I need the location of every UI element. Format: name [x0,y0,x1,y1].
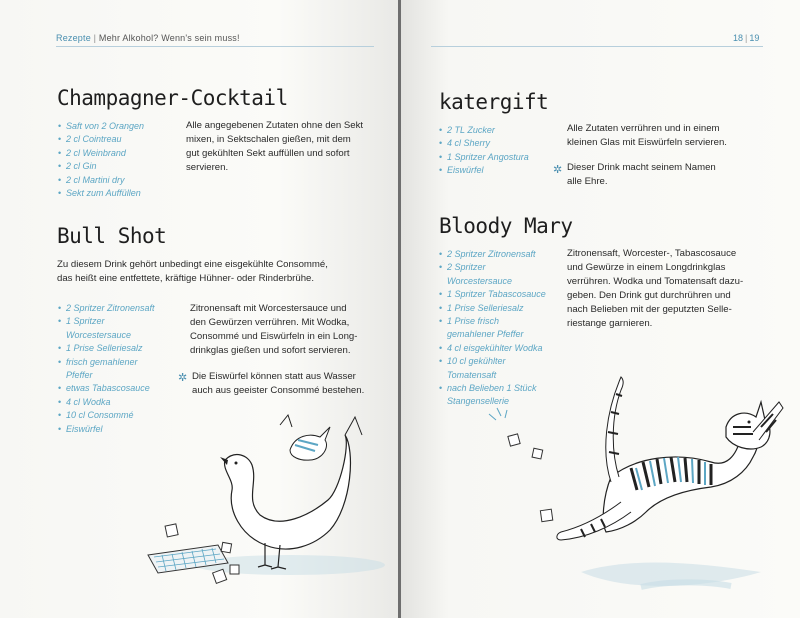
ingredient-item: • 1 Spritzer [58,315,183,328]
ingredient-item: • 1 Spritzer Tabascosauce [439,288,569,301]
instruction-line: riestange garnieren. [567,318,653,329]
ingredient-item: • 4 cl Sherry [439,137,564,150]
ingredient-item: • Saft von 2 Orangen [58,120,178,133]
ingredient-item-continued: gemahlener Pfeffer [447,329,524,340]
running-head [56,33,240,43]
ingredient-item-continued: Tomatensaft [447,369,497,380]
ingredient-item-continued: Worcestersauce [66,329,132,340]
ingredient-list-champagner [58,120,178,200]
ingredient-item-continued: Pfeffer [66,370,93,381]
ice-cube [532,448,543,459]
page-numbers [733,33,759,43]
instructions-katergift [567,122,777,150]
tip-icon: ✲ [553,164,563,176]
instruction-line: geben. Den Drink gut durchrühren und [567,290,731,301]
ingredient-item: • 4 cl Wodka [58,396,183,409]
page-number-right: 19 [749,33,760,43]
ingredient-item: • 2 cl Martini dry [58,174,178,187]
ingredient-item: • nach Belieben 1 Stück [439,382,569,395]
ingredient-item: • 1 Prise Selleriesalz [58,342,183,355]
cat-illustration [461,372,791,602]
ingredient-item: • Eiswürfel [58,423,183,436]
intro-line: Zu diesem Drink gehört unbedingt eine eisgekühlte Consommé, [57,259,328,270]
instruction-line: Alle angegebenen Zutaten ohne den Sekt [186,120,364,131]
instruction-line: nach Belieben mit der geputzten Selle- [567,304,732,315]
left-page [0,0,399,618]
instruction-line: servieren. [186,162,229,173]
header-rule [431,46,763,47]
ingredient-item: • 2 cl Cointreau [58,133,178,146]
instruction-line: Alle Zutaten verrühren und in einem [567,123,720,134]
instruction-line: Zitronensaft mit Worcestersauce und [190,303,347,314]
ingredient-item: • 2 cl Weinbrand [58,147,178,160]
recipe-title-champagner-cocktail: Champagner-Cocktail [57,86,288,110]
running-head-separator: | [93,33,97,43]
instruction-line: gut gekühlten Sekt auffüllen und sofort [186,148,350,159]
tip-line: Dieser Drink macht seinem Namen [567,162,716,173]
right-page [401,0,800,618]
page-number-left: 18 [733,33,744,43]
tip-line: Die Eiswürfel können statt aus Wasser [192,371,356,382]
instructions-champagner [186,119,386,175]
instruction-line: den Gewürzen verrühren. Mit Wodka, [190,317,350,328]
ingredient-item-continued: Stangensellerie [447,396,510,407]
tip-katergift [567,161,767,189]
ingredient-item: • 10 cl Consommé [58,409,183,422]
tip-icon: ✲ [178,372,188,384]
instruction-line: verrühren. Wodka und Tomatensaft dazu- [567,276,744,287]
running-head-section: Rezepte [56,33,91,43]
tip-line: alle Ehre. [567,176,608,187]
instruction-line: mixen, in Sektschalen gießen, mit dem [186,134,351,145]
ingredient-item: • 1 Prise frisch [439,315,569,328]
intro-bull-shot [57,258,387,286]
ingredient-item: • 2 Spritzer Zitronensaft [58,302,183,315]
page-number-separator: | [745,33,748,43]
ingredient-list-katergift [439,124,564,178]
instructions-bull-shot [190,302,390,358]
ingredient-item-continued: Worcestersauce [447,275,513,286]
ingredient-item: • 10 cl gekühlter [439,355,569,368]
ingredient-item: • 4 cl eisgekühlter Wodka [439,342,569,355]
ingredient-item: • 2 Spritzer Zitronensaft [439,248,569,261]
ingredient-item: • Eiswürfel [439,164,564,177]
ingredient-item: • 2 TL Zucker [439,124,564,137]
recipe-title-katergift: katergift [439,90,549,114]
ingredient-item: • etwas Tabascosauce [58,382,183,395]
chicken-illustration [140,405,390,590]
ingredient-item: • 1 Spritzer Angostura [439,151,564,164]
tip-bull-shot [192,370,392,398]
recipe-title-bull-shot: Bull Shot [57,224,167,248]
instruction-line: und Gewürze in einem Longdrinkglas [567,262,726,273]
instructions-bloody-mary [567,247,782,331]
ingredient-item: • 2 Spritzer [439,261,569,274]
ingredient-item: • frisch gemahlener [58,356,183,369]
ice-cube [540,509,552,521]
ice-cube [508,434,520,446]
instruction-line: drinkglas gießen und sofort servieren. [190,345,351,356]
ingredient-item: • 2 cl Gin [58,160,178,173]
tip-line: auch aus geeister Consommé bestehen. [192,385,365,396]
instruction-line: kleinen Glas mit Eiswürfeln servieren. [567,137,727,148]
instruction-line: Zitronensaft, Worcester-, Tabascosauce [567,248,737,259]
recipe-title-bloody-mary: Bloody Mary [439,214,573,238]
ingredient-item: • 1 Prise Selleriesalz [439,302,569,315]
header-rule [56,46,374,47]
ingredient-item: • Sekt zum Auffüllen [58,187,178,200]
running-head-title: Mehr Alkohol? Wenn's sein muss! [98,33,240,43]
intro-line: das heißt eine entfettete, kräftige Hühner- oder Rinderbrühe. [57,273,315,284]
instruction-line: Consommé und Eiswürfeln in ein Long- [190,331,358,342]
